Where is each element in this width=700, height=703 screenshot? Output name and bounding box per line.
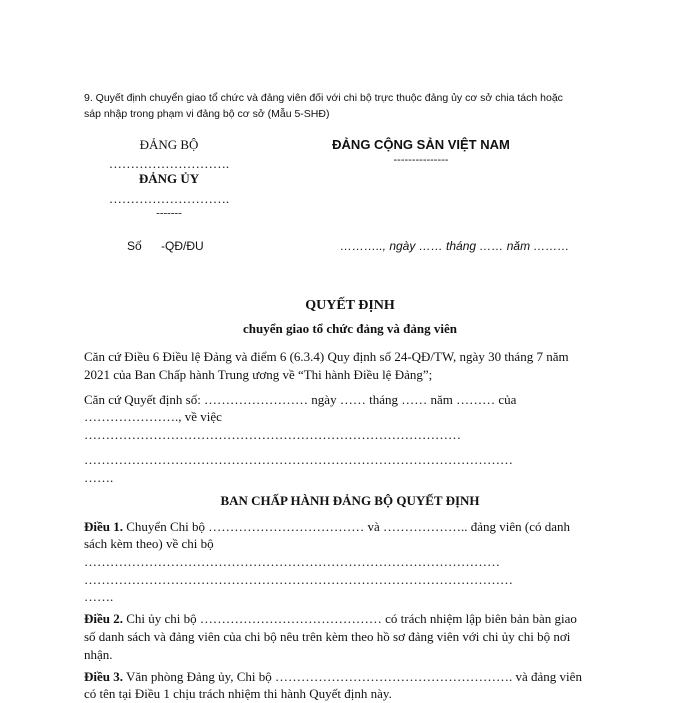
article-3-label: Điều 3. (84, 669, 123, 684)
preamble-line: 2021 của Ban Chấp hành Trung ương về “Thi hành Điều lệ Đảng”; (84, 367, 433, 382)
document-subtitle: chuyển giao tổ chức đảng và đảng viên (242, 321, 458, 336)
preamble-line: ……. (84, 470, 114, 485)
article-1-line: ……………………………………………………………………………………… (84, 572, 513, 587)
article-1-line: sách kèm theo) về chi bộ (84, 536, 214, 551)
document-number-label: Số (127, 239, 142, 253)
right-separator: --------------- (393, 154, 449, 166)
article-2-line: số danh sách và đảng viên của chi bộ nêu trên kèm theo hồ sơ đảng viên với chi ủy chi bộ nơi (84, 629, 571, 644)
article-3-line: có tên tại Điều 1 chịu trách nhiệm thi hành Quyết định này. (84, 686, 392, 701)
party-committee-dots: ………………………. (108, 156, 230, 171)
form-note-line-2: sáp nhập trong phạm vi đảng bộ cơ sở (Mẫu 5-SHĐ) (84, 108, 330, 120)
article-1-line: …………………………………………………………………………………… (84, 554, 500, 569)
party-name: ĐẢNG CỘNG SẢN VIỆT NAM (332, 137, 510, 152)
document-title: QUYẾT ĐỊNH (305, 298, 395, 313)
preamble-line: …………………., về việc (84, 409, 222, 424)
preamble-line: Căn cứ Quyết định số: …………………… ngày …… tháng …… năm ……… của (84, 392, 517, 407)
article-2-line: nhận. (84, 647, 113, 662)
preamble-line: …………………………………………………………………………… (84, 427, 461, 442)
article-1-line (84, 518, 570, 536)
preamble-line: Căn cứ Điều 6 Điều lệ Đảng và điểm 6 (6.3.4) Quy định số 24-QĐ/TW, ngày 30 tháng 7 năm (84, 349, 569, 364)
article-2-text: Chi ủy chi bộ …………………………………… có trách nhiệm lập biên bản bàn giao (123, 611, 577, 626)
article-1-line: ……. (84, 589, 114, 604)
executive-committee-label: ĐẢNG ỦY (138, 171, 200, 186)
left-separator: ------- (156, 207, 182, 219)
document-number-suffix: -QĐ/ĐU (161, 239, 204, 253)
executive-committee-dots: ………………………. (108, 191, 230, 206)
party-committee-label: ĐẢNG BỘ (139, 137, 199, 152)
place-date-line: ……….., ngày …… tháng …… năm ……… (340, 239, 570, 253)
article-3-text: Văn phòng Đảng ủy, Chi bộ ………………………………………………. và đảng viên (123, 669, 582, 684)
article-2-line (84, 610, 577, 628)
article-2-label: Điều 2. (84, 611, 123, 626)
article-1-text: Chuyển Chi bộ ……………………………… và ……………….. đảng viên (có danh (123, 519, 571, 534)
form-note-line-1: 9. Quyết định chuyển giao tổ chức và đảng viên đối với chi bộ trực thuộc đảng ủy cơ sở chia tách hoặc (84, 92, 563, 104)
decision-heading: BAN CHẤP HÀNH ĐẢNG BỘ QUYẾT ĐỊNH (220, 493, 480, 508)
article-1-label: Điều 1. (84, 519, 123, 534)
article-3-line (84, 668, 582, 686)
preamble-line: ……………………………………………………………………………………… (84, 452, 513, 467)
